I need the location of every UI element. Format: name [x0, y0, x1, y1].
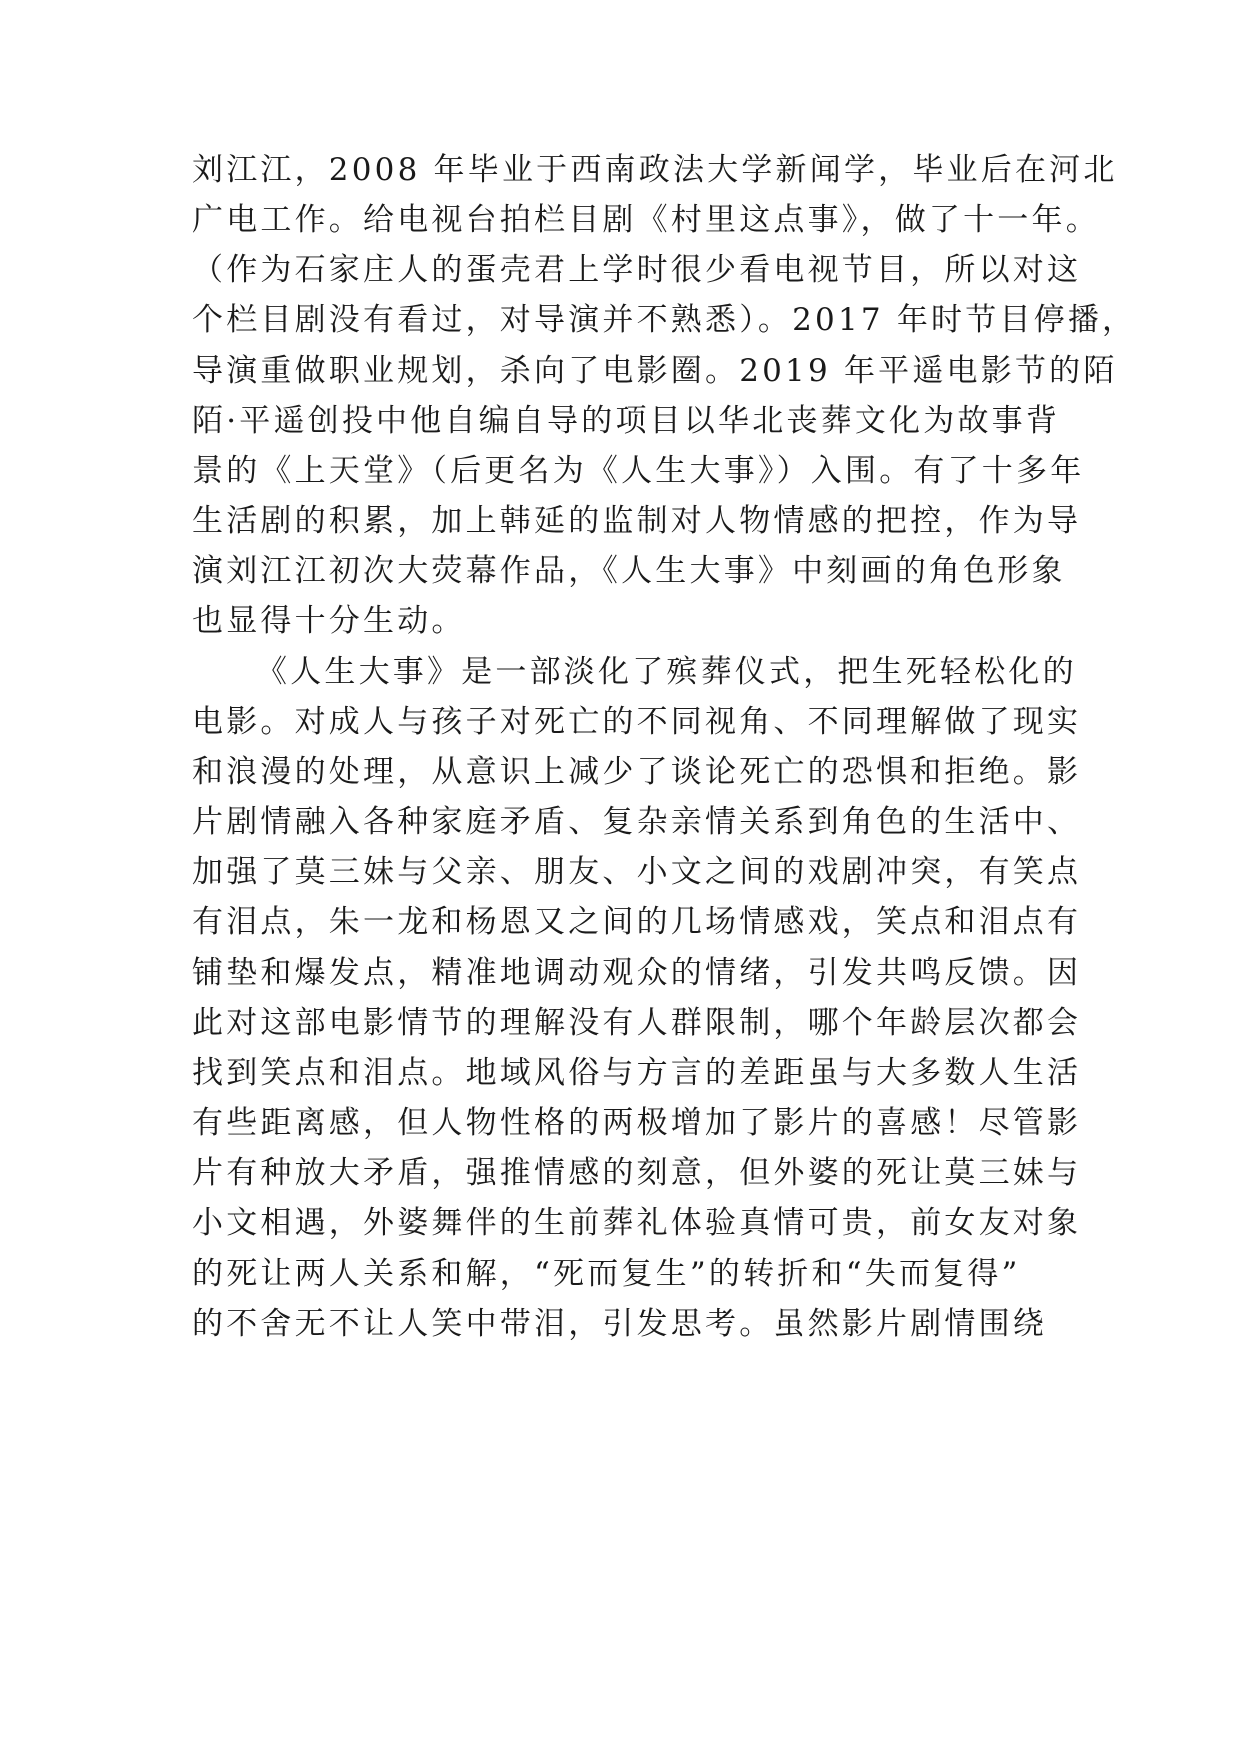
- text-line: 小文相遇，外婆舞伴的生前葬礼体验真情可贵，前女友对象: [192, 1205, 1082, 1241]
- text-line: 片剧情融入各种家庭矛盾、复杂亲情关系到角色的生活中、: [192, 804, 1082, 840]
- text-line: 也显得十分生动。: [192, 603, 466, 639]
- text-line: 片有种放大矛盾，强推情感的刻意，但外婆的死让莫三妹与: [192, 1155, 1082, 1191]
- text-line: 此对这部电影情节的理解没有人群限制，哪个年龄层次都会: [192, 1005, 1082, 1041]
- text-line: 个栏目剧没有看过，对导演并不熟悉）。2017 年时节目停播，: [192, 302, 1137, 338]
- text-line: 景的《上天堂》（后更名为《人生大事》）入围。有了十多年: [192, 453, 1085, 489]
- text-line: 找到笑点和泪点。地域风俗与方言的差距虽与大多数人生活: [192, 1055, 1082, 1091]
- paragraph-first-line: 《人生大事》是一部淡化了殡葬仪式，把生死轻松化的: [256, 654, 1077, 690]
- text-line: 陌·平遥创投中他自编自导的项目以华北丧葬文化为故事背: [192, 403, 1061, 439]
- text-line: （作为石家庄人的蛋壳君上学时很少看电视节目，所以对这: [192, 252, 1082, 288]
- text-line: 加强了莫三妹与父亲、朋友、小文之间的戏剧冲突，有笑点: [192, 854, 1082, 890]
- text-line: 广电工作。给电视台拍栏目剧《村里这点事》，做了十一年。: [192, 202, 1100, 238]
- text-line: 导演重做职业规划，杀向了电影圈。2019 年平遥电影节的陌: [192, 353, 1118, 389]
- text-line: 电影。对成人与孩子对死亡的不同视角、不同理解做了现实: [192, 704, 1082, 740]
- text-line: 和浪漫的处理，从意识上减少了谈论死亡的恐惧和拒绝。影: [192, 754, 1082, 790]
- text-line: 的死让两人关系和解，“死而复生”的转折和“失而复得”: [192, 1256, 1021, 1292]
- text-line: 有泪点，朱一龙和杨恩又之间的几场情感戏，笑点和泪点有: [192, 904, 1082, 940]
- text-line: 的不舍无不让人笑中带泪，引发思考。虽然影片剧情围绕: [192, 1306, 1047, 1342]
- text-line: 铺垫和爆发点，精准地调动观众的情绪，引发共鸣反馈。因: [192, 955, 1082, 991]
- text-line: 有些距离感，但人物性格的两极增加了影片的喜感！尽管影: [192, 1105, 1082, 1141]
- text-line: 刘江江，2008 年毕业于西南政法大学新闻学，毕业后在河北: [192, 152, 1118, 188]
- text-line: 演刘江江初次大荧幕作品，《人生大事》中刻画的角色形象: [192, 553, 1066, 589]
- text-line: 生活剧的积累，加上韩延的监制对人物情感的把控，作为导: [192, 503, 1082, 539]
